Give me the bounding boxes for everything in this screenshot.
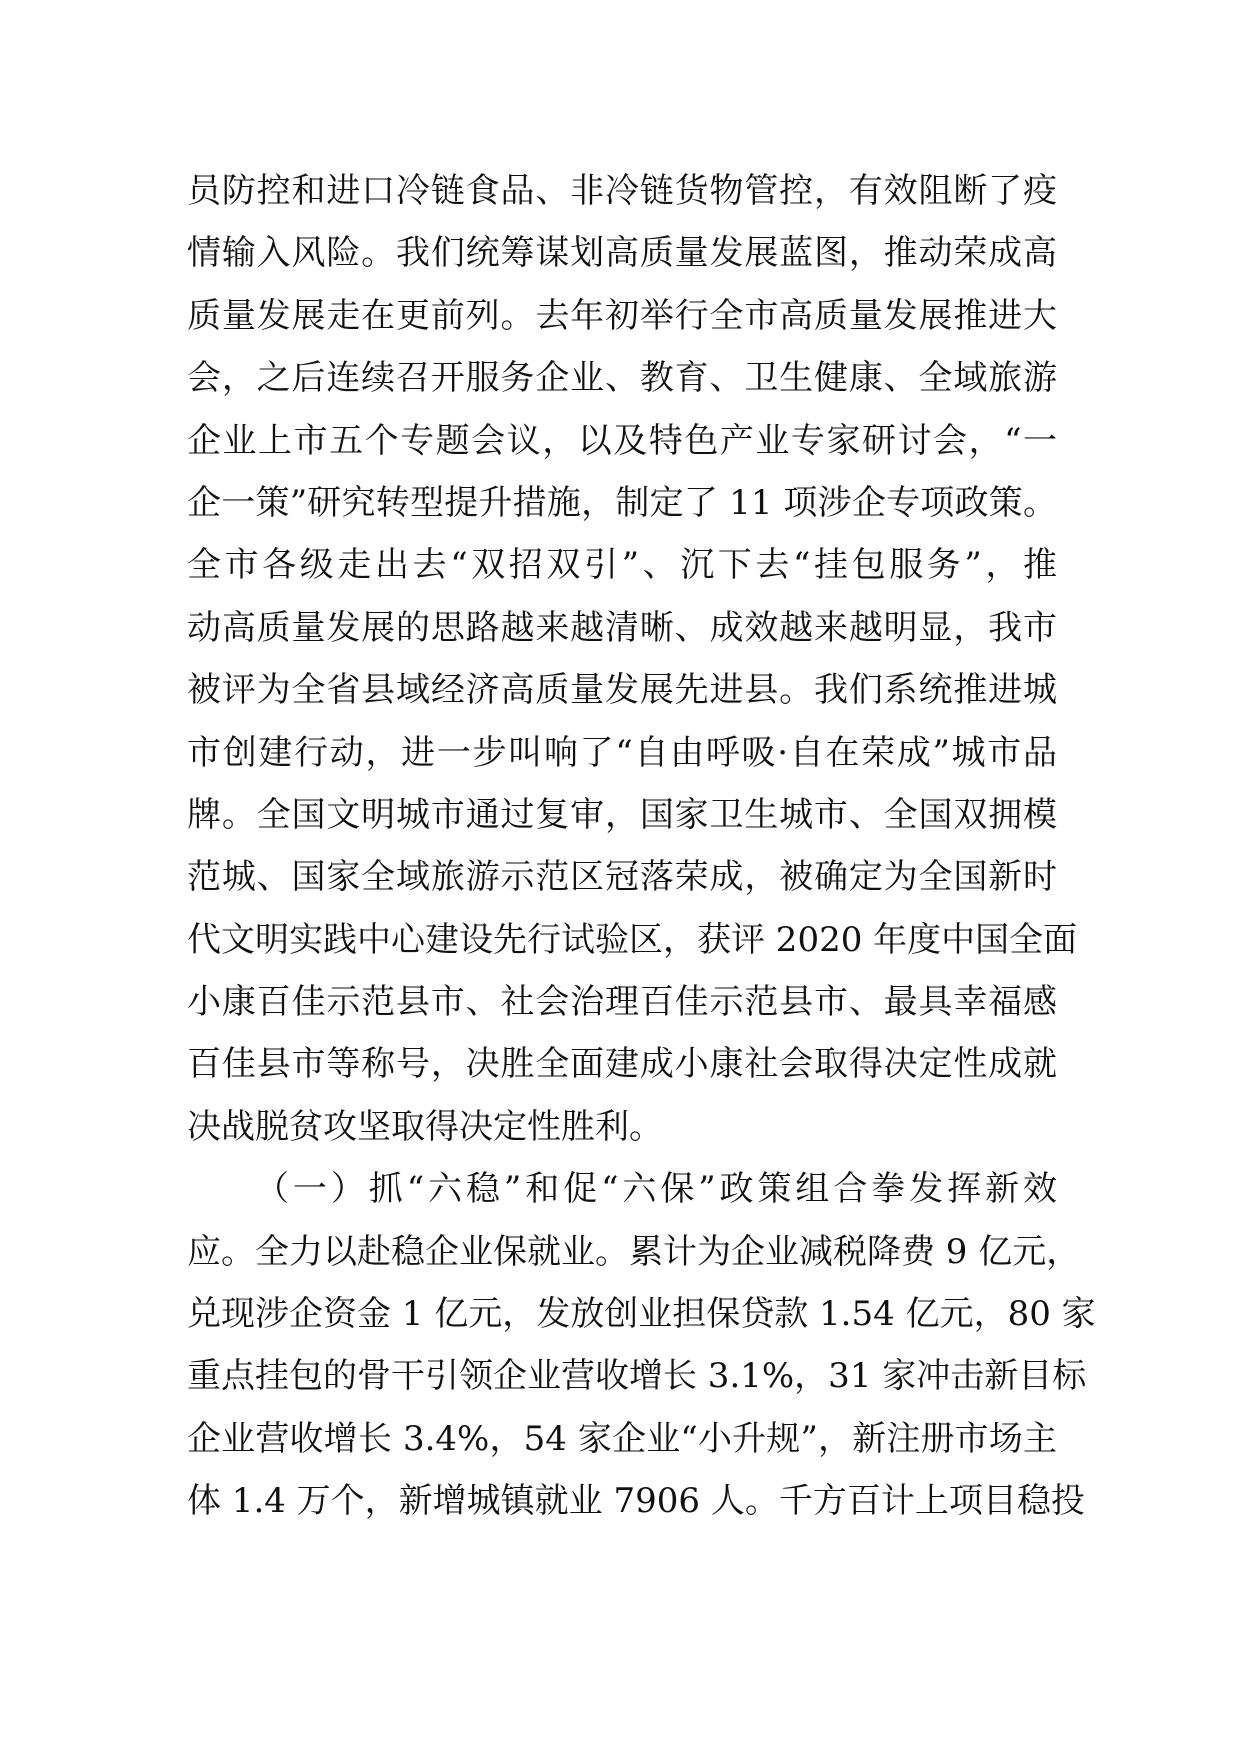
paragraph-heading-line: （一）抓“六稳”和促“六保”政策组合拳发挥新效 [255,1169,1057,1210]
text-line: 企一策”研究转型提升措施，制定了 11 项涉企专项政策。 [187,482,1057,523]
text-line: 员防控和进口冷链食品、非冷链货物管控，有效阻断了疫 [187,171,1057,211]
text-line: 重点挂包的骨干引领企业营收增长 3.1%，31 家冲击新目标 [187,1356,1087,1397]
text-line: 被评为全省县域经济高质量发展先进县。我们系统推进城 [187,670,1057,711]
text-line: 全市各级走出去“双招双引”、沉下去“挂包服务”，推 [187,545,1057,586]
text-line: 牌。全国文明城市通过复审，国家卫生城市、全国双拥模 [187,794,1057,835]
text-line: 会，之后连续召开服务企业、教育、卫生健康、全域旅游 [187,358,1057,399]
text-line: 企业上市五个专题会议，以及特色产业专家研讨会，“一 [187,420,1057,461]
text-line: 小康百佳示范县市、社会治理百佳示范县市、最具幸福感 [187,982,1057,1023]
text-line: 质量发展走在更前列。去年初举行全市高质量发展推进大 [187,295,1057,336]
text-line: 体 1.4 万个，新增城镇就业 7906 人。千方百计上项目稳投 [187,1481,1085,1522]
text-line: 兑现涉企资金 1 亿元，发放创业担保贷款 1.54 亿元，80 家 [187,1294,1096,1335]
text-line: 动高质量发展的思路越来越清晰、成效越来越明显，我市 [187,607,1057,648]
text-line: 范城、国家全域旅游示范区冠落荣成，被确定为全国新时 [187,857,1057,898]
text-line: 企业营收增长 3.4%，54 家企业“小升规”，新注册市场主 [187,1418,1057,1459]
text-line: 代文明实践中心建设先行试验区，获评 2020 年度中国全面 [187,919,1078,960]
body-text [187,160,1096,1533]
text-line: 情输入风险。我们统筹谋划高质量发展蓝图，推动荣成高 [187,233,1057,274]
text-line: 百佳县市等称号，决胜全面建成小康社会取得决定性成就 [187,1044,1057,1085]
text-line: 应。全力以赴稳企业保就业。累计为企业减税降费 9 亿元， [187,1231,1081,1272]
text-line-paragraph-end: 决战脱贫攻坚取得决定性胜利。 [187,1106,663,1147]
text-line: 市创建行动，进一步叫响了“自由呼吸·自在荣成”城市品 [187,732,1057,773]
